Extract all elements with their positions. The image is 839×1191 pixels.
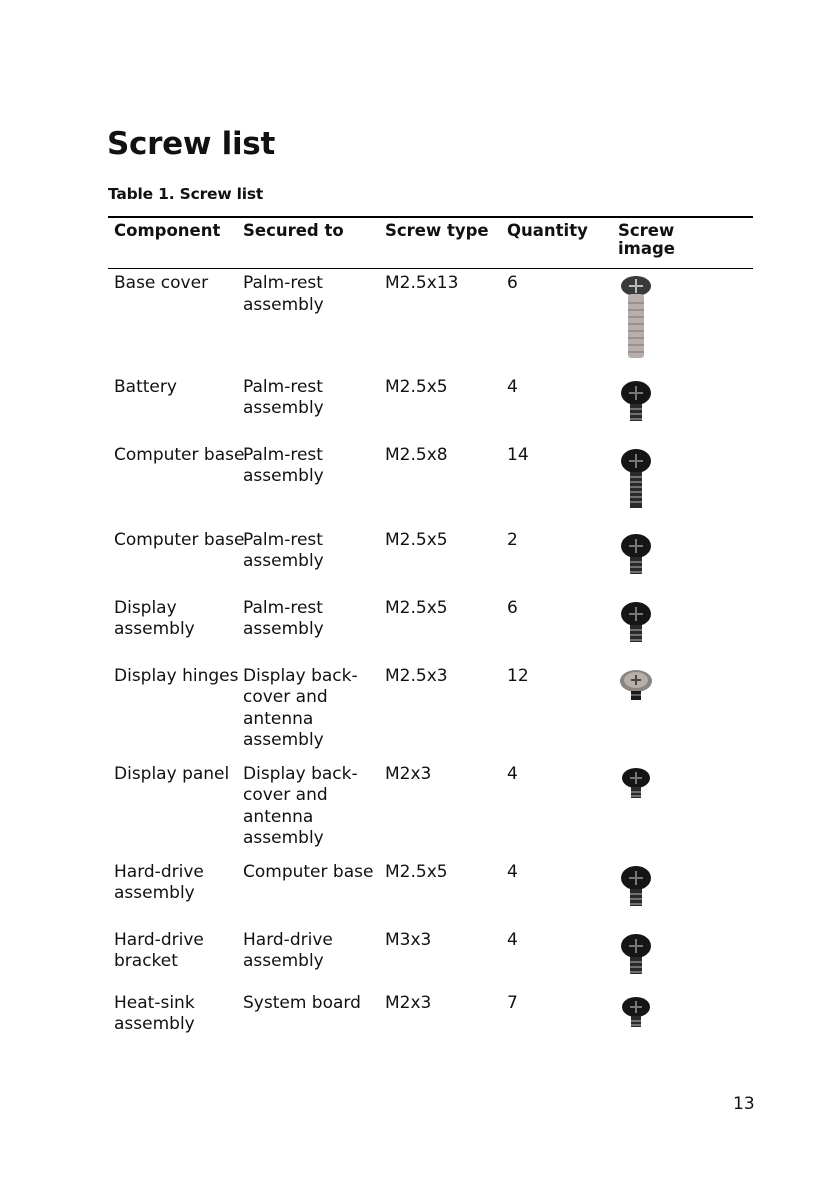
table-row [108,373,753,441]
black-screw-icon [616,864,656,912]
table-row [108,858,753,926]
component-cell: Hard-drive bracket [114,929,204,971]
header-screw-type: Screw type [379,217,501,269]
black-screw-icon [616,932,656,980]
header-screw-image: Screw image [612,217,753,269]
table-row [108,526,753,594]
table-header-row [108,217,753,269]
component-cell: Computer base [114,529,245,550]
page-number: 13 [733,1094,755,1114]
secured-to-cell: Palm-rest assembly [243,529,324,571]
quantity-cell: 2 [507,529,518,550]
screw-type-cell: M2.5x3 [385,665,448,686]
black-screw-icon [616,379,656,427]
secured-to-cell: Computer base [243,861,374,882]
secured-to-cell: Palm-rest assembly [243,444,324,486]
table-row [108,269,753,373]
component-cell: Hard-drive assembly [114,861,204,903]
component-cell: Display hinges [114,665,239,686]
header-quantity: Quantity [501,217,612,269]
secured-to-cell: Palm-rest assembly [243,376,324,418]
component-cell: Heat-sink assembly [114,992,195,1034]
table-row [108,760,753,858]
secured-to-cell: Display back-cover and antenna assembly [243,763,358,848]
quantity-cell: 4 [507,861,518,882]
quantity-cell: 4 [507,376,518,397]
screw-type-cell: M2x3 [385,763,432,784]
table-caption: Table 1. Screw list [108,185,264,203]
quantity-cell: 12 [507,665,529,686]
secured-to-cell: Display back-cover and antenna assembly [243,665,358,750]
component-cell: Display assembly [114,597,195,639]
silver-flat-screw-icon [616,668,656,708]
long-silver-screw-icon [616,275,656,363]
quantity-cell: 6 [507,597,518,618]
quantity-cell: 14 [507,444,529,465]
quantity-cell: 4 [507,763,518,784]
black-screw-icon [616,600,656,648]
table-row [108,441,753,526]
black-screw-icon [616,532,656,580]
screw-type-cell: M2.5x13 [385,273,459,293]
secured-to-cell: Hard-drive assembly [243,929,333,971]
quantity-cell: 6 [507,273,518,293]
page-title: Screw list [107,126,275,162]
secured-to-cell: Palm-rest assembly [243,597,324,639]
secured-to-cell: Palm-rest assembly [243,273,324,315]
quantity-cell: 4 [507,929,518,950]
screw-table [108,216,753,1049]
secured-to-cell: System board [243,992,361,1013]
component-cell: Computer base [114,444,245,465]
component-cell: Battery [114,376,177,397]
component-cell: Display panel [114,763,230,784]
component-cell: Base cover [114,273,209,293]
black-short-screw-icon [616,995,656,1035]
screw-type-cell: M2x3 [385,992,432,1013]
black-short-screw-icon [616,766,656,806]
table-row [108,926,753,989]
header-component: Component [108,217,237,269]
screw-type-cell: M2.5x5 [385,376,448,397]
table-row [108,662,753,760]
screw-type-cell: M3x3 [385,929,432,950]
screw-type-cell: M2.5x5 [385,597,448,618]
black-long-screw-icon [616,447,656,511]
screw-type-cell: M2.5x5 [385,861,448,882]
screw-type-cell: M2.5x8 [385,444,448,465]
table-row [108,594,753,662]
quantity-cell: 7 [507,992,518,1013]
header-secured-to: Secured to [237,217,379,269]
table-row [108,989,753,1049]
screw-type-cell: M2.5x5 [385,529,448,550]
